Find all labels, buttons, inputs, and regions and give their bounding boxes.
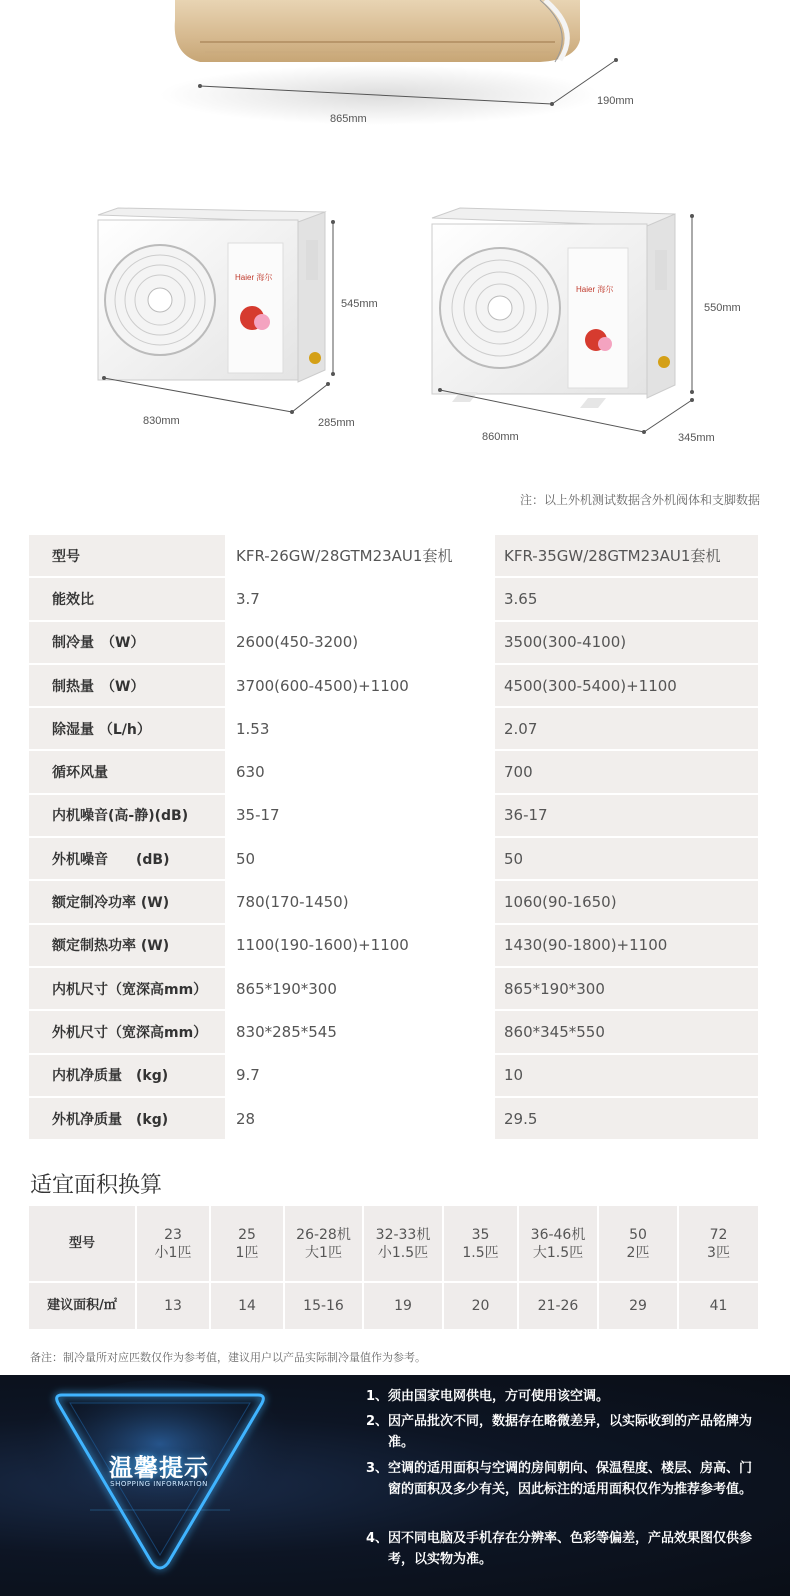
tip-text: 须由国家电网供电，方可使用该空调。	[388, 1389, 610, 1404]
area-model-cell	[135, 1206, 209, 1283]
table-row	[29, 1283, 758, 1329]
spec-value-model1: 3.7	[225, 578, 493, 621]
model-header: 型号	[29, 1206, 135, 1283]
table-row	[29, 622, 758, 665]
outdoor-unit-2	[432, 208, 694, 434]
spec-label: 内机噪音(高-静)(dB)	[29, 795, 225, 838]
spec-label: 循环风量	[29, 751, 225, 794]
spec-value-model1: 865*190*300	[225, 968, 493, 1011]
area-value: 29	[597, 1283, 677, 1329]
area-model: 36-46机	[530, 1226, 586, 1243]
area-model: 26-28机	[296, 1226, 351, 1243]
table-row	[29, 751, 758, 794]
spec-label: 额定制热功率 (W)	[29, 925, 225, 968]
area-value: 15-16	[283, 1283, 362, 1329]
tip-item	[366, 1528, 766, 1570]
spec-value-model1: 9.7	[225, 1055, 493, 1098]
tip-number: 4、	[366, 1531, 389, 1546]
indoor-unit	[160, 0, 618, 125]
spec-value-model2: 2.07	[493, 708, 758, 751]
spec-value-model1: 780(170-1450)	[225, 881, 493, 924]
spec-value-model2: 4500(300-5400)+1100	[493, 665, 758, 708]
area-hp: 小1匹	[154, 1244, 192, 1261]
area-model: 35	[471, 1226, 490, 1243]
table-row	[29, 535, 758, 578]
spec-label: 外机尺寸（宽深高mm）	[29, 1011, 225, 1054]
tip-text: 因产品批次不同，数据存在略微差异，以实际收到的产品铭牌为准。	[388, 1414, 753, 1450]
area-value: 13	[135, 1283, 209, 1329]
table-row	[29, 881, 758, 924]
spec-value-model1: 1100(190-1600)+1100	[225, 925, 493, 968]
area-value: 21-26	[517, 1283, 597, 1329]
tips-title: 温馨提示	[109, 1454, 209, 1482]
indoor-depth-label: 190mm	[597, 95, 634, 107]
spec-value-model1: 2600(450-3200)	[225, 622, 493, 665]
area-hp: 大1.5匹	[532, 1244, 584, 1261]
outdoor2-height-label: 550mm	[704, 302, 741, 314]
area-value: 41	[677, 1283, 758, 1329]
spec-label: 能效比	[29, 578, 225, 621]
table-row	[29, 838, 758, 881]
tip-item	[366, 1386, 766, 1407]
warm-tips-banner	[0, 1375, 790, 1596]
spec-label: 外机净质量 (kg)	[29, 1098, 225, 1141]
haier-logo-1: Haier 海尔	[235, 273, 273, 282]
area-model-cell	[209, 1206, 283, 1283]
spec-label: 内机尺寸（宽深高mm）	[29, 968, 225, 1011]
spec-value-model1: 28	[225, 1098, 493, 1141]
dimension-drawing	[0, 0, 790, 470]
spec-label: 制冷量 （W）	[29, 622, 225, 665]
area-hp: 2匹	[626, 1244, 650, 1261]
area-value: 19	[362, 1283, 442, 1329]
table-row	[29, 578, 758, 621]
spec-value-model2: 10	[493, 1055, 758, 1098]
tips-subtitle: SHOPPING INFORMATION	[110, 1480, 208, 1488]
tip-item	[366, 1458, 766, 1500]
area-value: 14	[209, 1283, 283, 1329]
spec-label: 型号	[29, 535, 225, 578]
remark-note: 备注：制冷量所对应匹数仅作为参考值，建议用户以产品实际制冷量值作为参考。	[30, 1351, 426, 1364]
spec-value-model2: 36-17	[493, 795, 758, 838]
table-row	[29, 1206, 758, 1283]
spec-label: 制热量 （W）	[29, 665, 225, 708]
spec-value-model1: 630	[225, 751, 493, 794]
spec-table	[29, 535, 758, 1141]
area-hp: 大1匹	[305, 1244, 342, 1261]
spec-value-model1: 1.53	[225, 708, 493, 751]
table-row	[29, 1098, 758, 1141]
spec-value-model2: 1430(90-1800)+1100	[493, 925, 758, 968]
area-model-cell	[677, 1206, 758, 1283]
indoor-width-label: 865mm	[330, 113, 367, 125]
spec-label: 内机净质量 (kg)	[29, 1055, 225, 1098]
tip-item	[366, 1411, 766, 1453]
outdoor2-depth-label: 345mm	[678, 432, 715, 444]
area-model: 50	[629, 1226, 647, 1243]
spec-label: 额定制冷功率 (W)	[29, 881, 225, 924]
spec-value-model1: 830*285*545	[225, 1011, 493, 1054]
test-data-note: 注：以上外机测试数据含外机阀体和支脚数据	[519, 493, 760, 507]
area-table	[29, 1206, 758, 1329]
haier-logo-2: Haier 海尔	[576, 285, 614, 294]
tip-number: 2、	[366, 1414, 389, 1429]
tip-number: 1、	[366, 1389, 389, 1404]
outdoor1-depth-label: 285mm	[318, 417, 355, 429]
area-hp: 3匹	[707, 1244, 730, 1261]
spec-value-model2: 50	[493, 838, 758, 881]
area-header: 建议面积/㎡	[47, 1298, 117, 1313]
outdoor-unit-1	[98, 208, 335, 414]
area-hp: 1.5匹	[462, 1244, 499, 1261]
tip-text: 空调的适用面积与空调的房间朝向、保温程度、楼层、房高、门窗的面积及多少有关，因此标注的适用面积仅作为推荐参考值。	[388, 1461, 753, 1497]
outdoor1-width-label: 830mm	[143, 415, 180, 427]
area-section-title: 适宜面积换算	[30, 1173, 163, 1198]
area-model-cell	[597, 1206, 677, 1283]
spec-label: 外机噪音 (dB)	[29, 838, 225, 881]
spec-value-model2: 29.5	[493, 1098, 758, 1141]
area-model-cell	[283, 1206, 362, 1283]
table-row	[29, 925, 758, 968]
table-row	[29, 708, 758, 751]
spec-value-model2: 1060(90-1650)	[493, 881, 758, 924]
table-row	[29, 665, 758, 708]
spec-value-model2: KFR-35GW/28GTM23AU1套机	[493, 535, 758, 578]
table-row	[29, 968, 758, 1011]
spec-value-model2: 860*345*550	[493, 1011, 758, 1054]
area-model: 23	[164, 1226, 182, 1243]
spec-value-model2: 3.65	[493, 578, 758, 621]
outdoor2-width-label: 860mm	[482, 431, 519, 443]
area-hp: 小1.5匹	[377, 1244, 429, 1261]
area-value: 20	[442, 1283, 517, 1329]
spec-value-model1: 50	[225, 838, 493, 881]
product-illustration	[0, 0, 790, 470]
spec-label: 除湿量 （L/h）	[29, 708, 225, 751]
area-model: 32-33机	[375, 1226, 431, 1243]
spec-value-model1: KFR-26GW/28GTM23AU1套机	[225, 535, 493, 578]
spec-value-model2: 700	[493, 751, 758, 794]
spec-value-model2: 865*190*300	[493, 968, 758, 1011]
area-hp: 1匹	[235, 1244, 259, 1261]
tip-number: 3、	[366, 1461, 389, 1476]
table-row	[29, 795, 758, 838]
area-model: 25	[238, 1226, 256, 1243]
spec-value-model1: 35-17	[225, 795, 493, 838]
table-row	[29, 1055, 758, 1098]
area-model-cell	[362, 1206, 442, 1283]
spec-value-model1: 3700(600-4500)+1100	[225, 665, 493, 708]
tip-text: 因不同电脑及手机存在分辨率、色彩等偏差，产品效果图仅供参考，以实物为准。	[388, 1531, 753, 1567]
area-model: 72	[709, 1226, 728, 1243]
area-model-cell	[517, 1206, 597, 1283]
outdoor1-height-label: 545mm	[341, 298, 378, 310]
table-row	[29, 1011, 758, 1054]
area-model-cell	[442, 1206, 517, 1283]
spec-value-model2: 3500(300-4100)	[493, 622, 758, 665]
